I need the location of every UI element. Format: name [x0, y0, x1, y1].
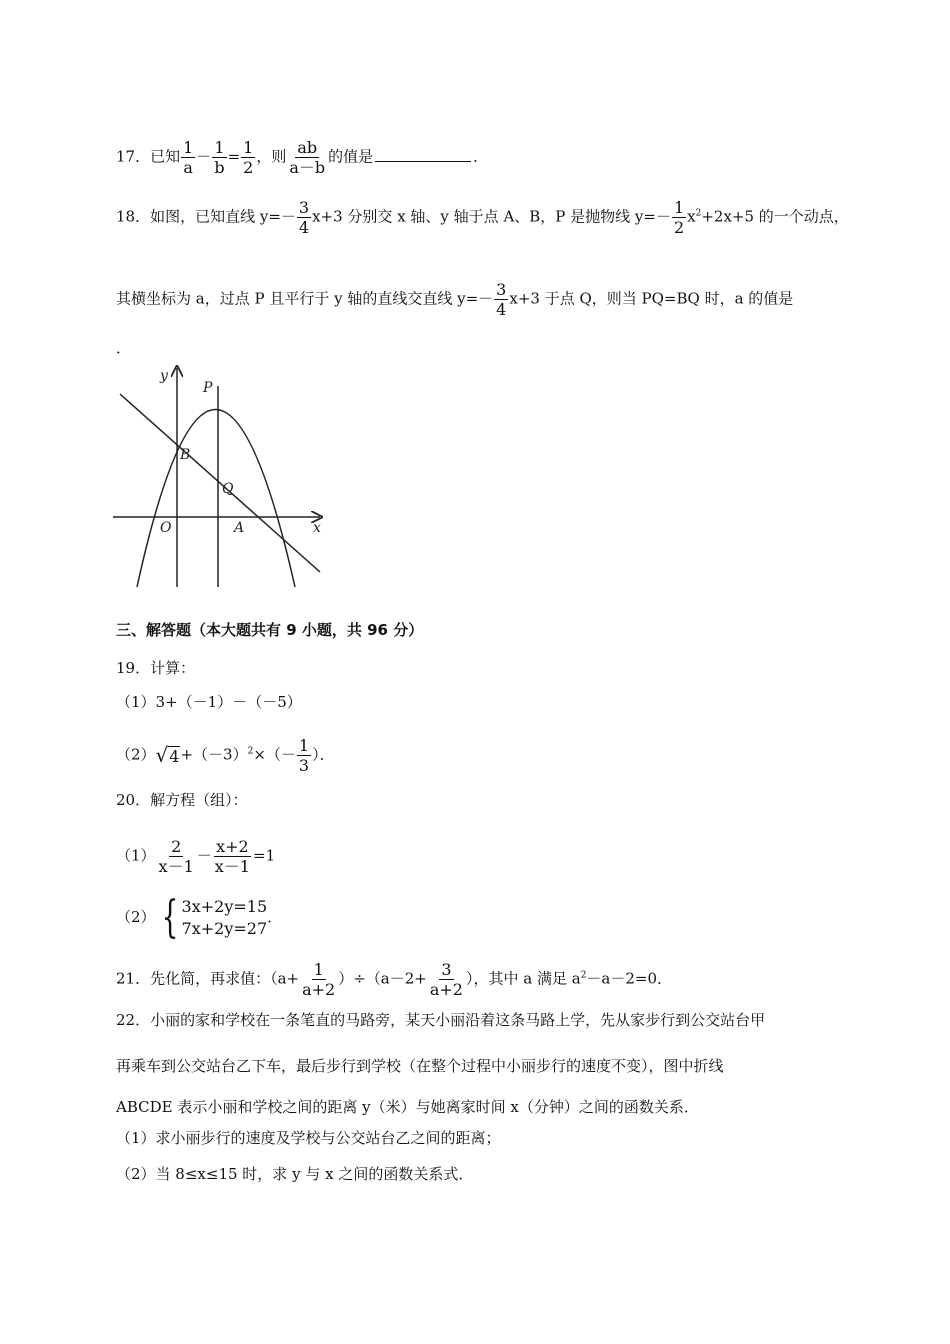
- q18-text-2: x+3 分别交 x 轴、y 轴于点 A、B，P 是抛物线 y=－: [312, 207, 671, 226]
- question-18-line-2: [116, 280, 793, 319]
- q20-part-2: [116, 892, 283, 943]
- q18-fraction-1: [297, 198, 311, 237]
- q17-fraction-4: [287, 138, 327, 177]
- label-o: O: [160, 520, 172, 536]
- q20-system: [156, 892, 268, 943]
- q21-text-3: ），其中 a 满足 a: [465, 969, 581, 988]
- parabola-line-figure: [105, 362, 335, 592]
- q17-f4-num: ab: [297, 138, 318, 157]
- q21-f1-den: a+2: [302, 980, 336, 999]
- q21-text-2: ）÷（a－2+: [338, 969, 427, 988]
- q18-fraction-2: [672, 198, 686, 237]
- label-b: B: [180, 447, 191, 463]
- q20-p1-end: =1: [253, 846, 276, 865]
- q20-f1-num: 2: [171, 837, 182, 856]
- q21-fraction-1: [300, 960, 337, 999]
- radical-icon: √: [155, 742, 169, 767]
- q20-head: 20．解方程（组）：: [116, 791, 248, 809]
- q20-p1-minus: －: [196, 846, 212, 865]
- q18-f1-num: 3: [298, 198, 310, 217]
- q18-text-1: 如图，已知直线 y=－: [150, 207, 296, 226]
- q21-text-4: －a－2=0．: [586, 969, 673, 988]
- q18-text-3b: +2x+5 的一个动点，: [701, 207, 849, 226]
- q18-f2-den: 2: [673, 218, 685, 237]
- q20-eq-1: 3x+2y=15: [181, 897, 268, 916]
- q17-fraction-2: [212, 138, 226, 177]
- q19-fraction: [297, 736, 311, 775]
- line-ab: [120, 394, 320, 572]
- q17-f2-num: 1: [214, 138, 225, 157]
- q19-p2-sup: 2: [247, 746, 254, 757]
- q21-f1-num: 1: [313, 960, 324, 979]
- label-p: P: [203, 380, 213, 396]
- q17-fraction-1: [181, 138, 195, 177]
- question-21: [116, 960, 672, 999]
- q17-fraction-3: [241, 138, 255, 177]
- q17-f1-den: a: [183, 158, 193, 177]
- label-a: A: [234, 520, 245, 536]
- q17-mid: ，则: [256, 147, 287, 166]
- q19-f-num: 1: [298, 736, 310, 755]
- q21-f2-den: a+2: [429, 980, 463, 999]
- q21-f2-num: 3: [441, 960, 452, 979]
- q20-fraction-1: [157, 837, 196, 876]
- label-x: x: [313, 520, 321, 536]
- q18-text-4: 其横坐标为 a，过点 P 且平行于 y 轴的直线交直线 y=－: [116, 289, 494, 308]
- question-18-line-1: [116, 198, 849, 237]
- q18-f3-den: 4: [496, 300, 507, 319]
- q19-p2-c: ×（－: [253, 745, 296, 764]
- q19-p2-label: （2）: [116, 745, 156, 764]
- q17-f2-den: b: [214, 158, 225, 177]
- q18-text-5: x+3 于点 Q，则当 PQ=BQ 时，a 的值是: [509, 289, 794, 308]
- parabola-curve: [137, 410, 295, 588]
- q19-f-den: 3: [298, 756, 310, 775]
- question-18-line-3: [116, 338, 131, 358]
- q22-line-3: ABCDE 表示小丽和学校之间的距离 y（米）与她离家时间 x（分钟）之间的函数关系．: [116, 1098, 699, 1116]
- q20-p2-label: （2）: [116, 908, 156, 926]
- q20-p1-label: （1）: [116, 846, 156, 865]
- q19-sqrt: [155, 742, 181, 767]
- q19-head: 19．计算：: [116, 659, 196, 677]
- q22-part-2: （2）当 8≤x≤15 时，求 y 与 x 之间的函数关系式．: [116, 1165, 474, 1183]
- q18-f1-den: 4: [298, 218, 310, 237]
- q18-text-6: ．: [116, 339, 132, 357]
- q20-fraction-2: [213, 837, 252, 876]
- q17-minus: －: [196, 147, 212, 166]
- q17-pre: 已知: [150, 147, 181, 166]
- section-3-title: 三、解答题（本大题共有 9 小题，共 96 分）: [116, 621, 424, 639]
- q20-f1-den: x－1: [158, 857, 194, 876]
- q20-part-1: [116, 837, 275, 876]
- q19-part-1: （1）3+（－1）－（－5）: [116, 693, 302, 711]
- q18-number: 18．: [116, 207, 151, 226]
- q20-p2-end: ．: [267, 908, 283, 926]
- q21-sup: 2: [580, 970, 587, 981]
- q18-f2-num: 1: [673, 198, 685, 217]
- q22-part-1: （1）求小丽步行的速度及学校与公交站台乙之间的距离；: [116, 1129, 501, 1147]
- q22-line-1: 22．小丽的家和学校在一条笔直的马路旁，某天小丽沿着这条马路上学，先从家步行到公交站台甲: [116, 1011, 766, 1029]
- q18-fraction-3: [494, 280, 508, 319]
- q17-post: 的值是: [328, 147, 374, 166]
- q17-end: ．: [473, 147, 489, 166]
- q17-eq: =: [227, 147, 241, 166]
- q17-answer-blank: [375, 147, 471, 162]
- brace-icon: {: [161, 892, 178, 943]
- q19-radicand: 4: [169, 746, 180, 766]
- q20-f2-den: x－1: [214, 857, 250, 876]
- q19-p2-d: ）．: [312, 745, 335, 764]
- q20-eq-2: 7x+2y=27: [181, 919, 268, 938]
- question-17: [116, 138, 488, 177]
- q17-f3-den: 2: [243, 158, 254, 177]
- label-y: y: [160, 368, 168, 384]
- q17-f3-num: 1: [243, 138, 254, 157]
- q19-p2-b: +（－3）: [180, 745, 248, 764]
- q17-number: 17．: [116, 147, 151, 166]
- q18-f3-num: 3: [496, 280, 507, 299]
- q17-f4-den: a－b: [289, 158, 326, 177]
- q18-text-3a: x: [687, 207, 696, 226]
- label-q: Q: [222, 481, 234, 497]
- q21-text-1: 21．先化简，再求值：（a+: [116, 969, 300, 988]
- q20-f2-num: x+2: [216, 837, 249, 856]
- q17-f1-num: 1: [183, 138, 194, 157]
- q21-fraction-2: [428, 960, 465, 999]
- q18-sup: 2: [695, 208, 702, 219]
- q19-part-2: [116, 736, 335, 775]
- q22-line-2: 再乘车到公交站台乙下车，最后步行到学校（在整个过程中小丽步行的速度不变），图中折线: [116, 1057, 724, 1075]
